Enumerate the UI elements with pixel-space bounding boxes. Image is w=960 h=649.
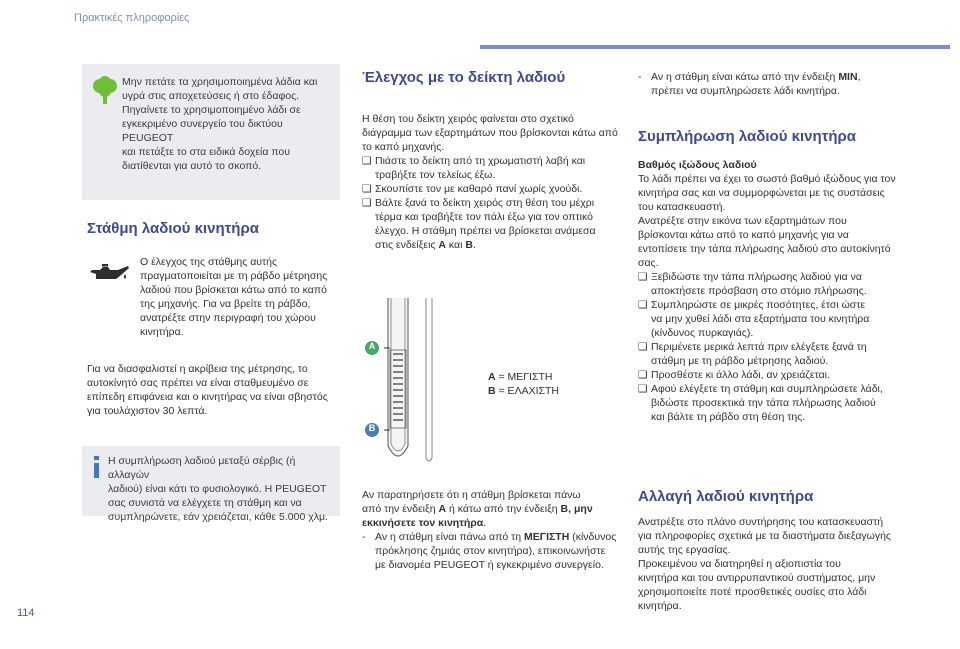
text-line: Για να διασφαλιστεί η ακρίβεια της μέτρησης, το [87, 363, 308, 375]
text-line: διατίθενται για αυτό το σκοπό. [122, 160, 262, 172]
text-line: λαδιού που βρίσκεται κάτω από το καπό [140, 284, 327, 296]
list-item: ❑ Περιμένετε μερικά λεπτά πριν ελέγξετε ξανά τη στάθμη με τη ράβδο μέτρησης λαδιού. [638, 341, 867, 367]
text-line: ανατρέξτε στην περιγραφή του χώρου [140, 312, 316, 324]
text-line: Ανατρέξτε στην εικόνα των εξαρτημάτων που [638, 215, 847, 227]
eco-tree-icon [92, 76, 118, 106]
info-note-box [82, 446, 340, 523]
section-title-oil-level: Στάθμη λαδιού κινητήρα [87, 220, 259, 237]
dipstick-steps [362, 154, 624, 252]
marker-a-label: A [368, 341, 376, 351]
text-line: το καπό μηχανής. [362, 141, 445, 153]
list-item: ❑ Αφού ελέγξετε τη στάθμη και συμπληρώσετε λάδι, βιδώστε προσεκτικά την τάπα πλήρωσης λαδιού και βάλτε τη ράβδο στη θέση της. [638, 383, 883, 423]
topup-content [638, 158, 920, 424]
eco-note-text [122, 75, 336, 173]
text-line: υγρά στις αποχετεύσεις ή στο έδαφος. [122, 90, 300, 102]
text-line: επίπεδη επιφάνεια και ο κινητήρας να είναι σβηστός [87, 391, 328, 403]
text-line: πραγματοποιείται με τη ράβδο μέτρησης [140, 270, 328, 282]
oil-can-icon [88, 262, 130, 284]
list-item: - Αν η στάθμη είναι κάτω από την ένδειξη MIN, πρέπει να συμπληρώσετε λάδι κινητήρα. [638, 71, 861, 97]
oil-change-paragraph [638, 515, 920, 613]
text-line: Η συμπλήρωση λαδιού μεταξύ σέρβις (ή αλλαγών [108, 455, 296, 481]
text-line: για πληροφορίες σχετικά με τα διαστήματα διεξαγωγής [638, 530, 891, 542]
text-line: Πηγαίνετε το χρησιμοποιημένο λάδι σε [122, 104, 301, 116]
dipstick-illustration [384, 298, 432, 461]
grade-heading: Βαθμός ιξώδους λαδιού [638, 159, 757, 171]
level-warning: Αν παρατηρήσετε ότι η στάθμη βρίσκεται πάνω από την ένδειξη A ή κάτω από την ένδειξη B, μην εκκινήσετε τον κινητήρα. - Αν η στάθμη είναι πάνω από τη ΜΕΓΙΣΤΗ (κίνδυνος πρόκλησης ζημιάς στον κινητήρα), επικοινωνήστε με διανομέα PEUGEOT ή εγκεκριμένο συνεργείο. [362, 488, 632, 572]
text-line: εγκεκριμένο συνεργείο του δικτύου PEUGEOT [122, 118, 283, 144]
list-item: ❑ Προσθέστε κι άλλο λάδι, αν χρειάζεται. [638, 369, 830, 381]
dipstick-check-intro [362, 112, 624, 252]
oil-level-paragraph [87, 362, 347, 418]
text-line: Το λάδι πρέπει να έχει το σωστό βαθμό ιξώδους για τον [638, 173, 896, 185]
eco-note-box [82, 64, 340, 200]
text-line: του κατασκευαστή. [638, 201, 726, 213]
list-item: ❑ Ξεβιδώστε την τάπα πλήρωσης λαδιού για να αποκτήσετε πρόσβαση στο στόμιο πλήρωσης. [638, 271, 867, 297]
text-line: Ο έλεγχος της στάθμης αυτής [140, 256, 278, 268]
text-line: κινητήρα σας και να συμμορφώνεται με τις συστάσεις [638, 187, 885, 199]
text-line: Η θέση του δείκτη χειρός φαίνεται στο σχετικό [362, 113, 574, 125]
marker-b-label: B [368, 423, 376, 433]
section-title-oil-change: Αλλαγή λαδιού κινητήρα [638, 488, 814, 505]
page-number: 114 [17, 607, 35, 619]
list-item: ❑ Πιάστε το δείκτη από τη χρωματιστή λαβή και τραβήξτε τον τελείως έξω. [362, 155, 586, 181]
text-line: αυτοκίνητό σας πρέπει να είναι σταθμευμένο σε [87, 377, 309, 389]
text-line: σας. [638, 257, 659, 269]
header-rule [480, 45, 950, 49]
text-line: Μην πετάτε τα χρησιμοποιημένα λάδια και [122, 76, 318, 88]
text-line: κινητήρα και του αντιρρυπαντικού συστήματος, μην [638, 572, 876, 584]
section-title-dipstick-check: Έλεγχος με το δείκτη λαδιού [362, 69, 566, 86]
text-line: Προκειμένου να διατηρηθεί η αξιοπιστία του [638, 558, 841, 570]
oil-level-intro [140, 255, 350, 339]
list-item: ❑ Σκουπίστε τον με καθαρό πανί χωρίς χνούδι. [362, 183, 583, 195]
info-note-text [108, 454, 336, 524]
text-line: εντοπίσετε την τάπα πλήρωσης λαδιού στο αυτοκίνητό [638, 243, 891, 255]
text-line: συμπληρώνετε, εάν χρειάζεται, κάθε 5.000 χλμ. [108, 511, 328, 523]
text-line: της μηχανής. Για να βρείτε τη ράβδο, [140, 298, 311, 310]
text-line: σας συνιστά να ελέγχετε τη στάθμη και να [108, 497, 302, 509]
text-line: λαδιού) είναι κάτι το φυσιολογικό. Η PEUGEOT [108, 483, 327, 495]
running-header: Πρακτικές πληροφορίες [74, 12, 190, 24]
text-line: χρησιμοποιείτε ποτέ προσθετικές ουσίες στο λάδι [638, 586, 867, 598]
topup-steps [638, 270, 920, 424]
info-icon [92, 456, 102, 478]
text-line: και πετάξτε το στα ειδικά δοχεία που [122, 146, 290, 158]
text-line: κινητήρα. [638, 600, 682, 612]
text-line: Ανατρέξτε στο πλάνο συντήρησης του κατασκευαστή [638, 516, 884, 528]
text-line: κινητήρα. [140, 326, 184, 338]
list-item: - Αν η στάθμη είναι πάνω από τη ΜΕΓΙΣΤΗ (κίνδυνος πρόκλησης ζημιάς στον κινητήρα), επικοινωνήστε με διανομέα PEUGEOT ή εγκεκριμένο συνεργείο. [362, 531, 617, 571]
list-item: ❑ Συμπληρώστε σε μικρές ποσότητες, έτσι ώστε να μην χυθεί λάδι στα εξαρτήματα του κινητήρα (κίνδυνος πυρκαγιάς). [638, 299, 870, 339]
min-level-note [638, 70, 910, 98]
dipstick-diagram [360, 298, 440, 466]
text-line: για τουλάχιστον 30 λεπτά. [87, 405, 208, 417]
section-title-topup: Συμπλήρωση λαδιού κινητήρα [638, 128, 856, 145]
text-line: διάγραμμα των εξαρτημάτων που βρίσκονται κάτω από [362, 127, 618, 139]
diagram-legend: A = ΜΕΓΙΣΤΗ B = ΕΛΑΧΙΣΤΗ [488, 371, 559, 397]
list-item: ❑ Βάλτε ξανά το δείκτη χειρός στη θέση του μέχρι τέρμα και τραβήξτε τον πάλι έξω για τον οπτικό έλεγχο. Η στάθμη πρέπει να βρίσκεται ανάμεσα στις ενδείξεις A και B. [362, 197, 596, 251]
text-line: αυτής της εργασίας. [638, 544, 731, 556]
text-line: βρίσκονται κάτω από το καπό μηχανής για να [638, 229, 849, 241]
